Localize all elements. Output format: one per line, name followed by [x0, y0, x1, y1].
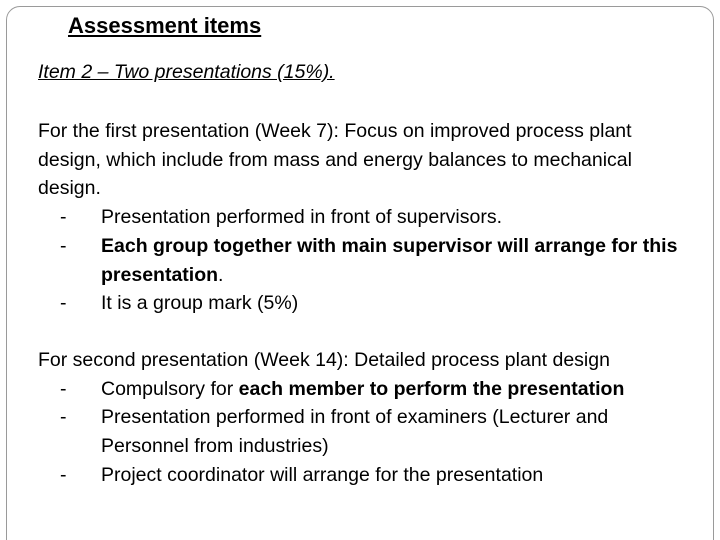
bullet-text: Presentation performed in front of supervisors.	[101, 206, 503, 229]
second-presentation-intro: For second presentation (Week 14): Detailed process plant design	[38, 349, 610, 371]
bullet-text: Compulsory for	[101, 377, 239, 400]
bullet-text: Project coordinator will arrange for the presentation	[101, 463, 544, 486]
bullet-text: Presentation performed in front of examiners (Lecturer and Personnel from industries)	[101, 406, 609, 458]
bullet-text: .	[218, 263, 224, 286]
first-presentation-intro: For the first presentation (Week 7): Focus on improved process plant design, which include from mass and energy balances to mechanical design.	[38, 120, 632, 200]
bullet-dash: -	[60, 234, 67, 257]
list-item	[38, 375, 698, 404]
list-item	[38, 289, 698, 318]
item-heading: Item 2 – Two presentations (15%).	[38, 61, 335, 83]
bullet-dash: -	[60, 206, 67, 229]
bullet-text: It is a group mark (5%)	[101, 292, 299, 315]
bullet-dash: -	[60, 463, 67, 486]
second-presentation-section	[38, 346, 698, 490]
list-item	[38, 403, 698, 460]
first-presentation-bullets	[38, 203, 698, 318]
bullet-dash: -	[60, 377, 67, 400]
first-presentation-section	[38, 117, 698, 318]
second-presentation-bullets	[38, 375, 698, 490]
list-item	[38, 203, 698, 232]
list-item	[38, 461, 698, 490]
bullet-dash: -	[60, 292, 67, 315]
bullet-bold-text: each member to perform the presentation	[238, 377, 625, 400]
list-item	[38, 232, 698, 289]
bullet-bold-text: Each group together with main supervisor will arrange for this presentation	[101, 234, 678, 286]
bullet-dash: -	[60, 406, 67, 429]
slide-title: Assessment items	[68, 13, 262, 38]
